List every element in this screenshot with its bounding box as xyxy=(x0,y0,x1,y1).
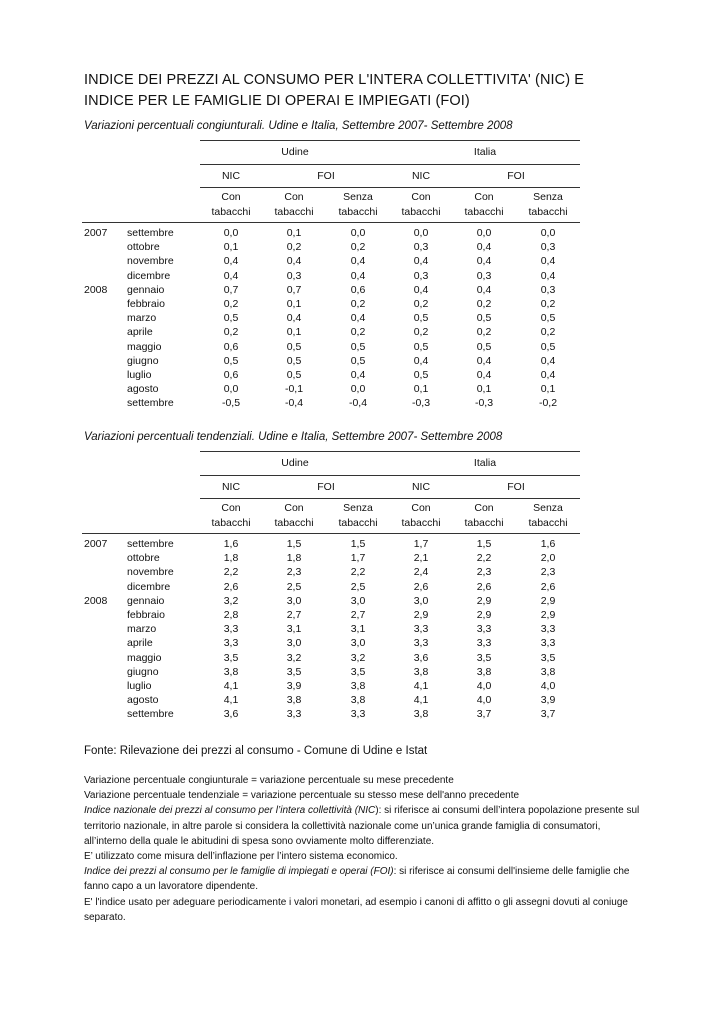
table-cell: -0,1 xyxy=(284,383,304,396)
row-month: ottobre xyxy=(127,241,160,254)
title-line-1: INDICE DEI PREZZI AL CONSUMO PER L'INTERA COLLETTIVITA' (NIC) E xyxy=(84,72,585,88)
row-month: settembre xyxy=(127,397,174,410)
table-cell: 3,1 xyxy=(286,623,302,636)
row-month: agosto xyxy=(127,383,159,396)
table-cell: -0,2 xyxy=(538,397,558,410)
header-nic-italia: NIC xyxy=(411,481,431,493)
header-nic-udine: NIC xyxy=(221,481,241,493)
note-nic-text: ): si riferisce ai consumi dell’intera popolazione presente sul territorio nazionale, in altre parole si considera la collettività nazionale come un’unica grande famiglia di consumatori, all’interno della quale le abitudini di spesa sono ovviamente molto differenziate. xyxy=(84,805,640,847)
table-cell: 2,9 xyxy=(413,609,429,621)
table-cell: 0,4 xyxy=(540,369,556,381)
table-cell: -0,3 xyxy=(411,397,431,410)
table-cell: 0,4 xyxy=(350,369,366,381)
table-cell: 3,2 xyxy=(286,651,302,664)
table-cell: 2,4 xyxy=(413,566,429,579)
table-cell: 3,0 xyxy=(350,594,366,607)
table-cell: 0,5 xyxy=(223,354,239,367)
table-cell: 3,5 xyxy=(476,651,492,664)
table-cell: 3,1 xyxy=(350,623,366,636)
table-cell: 3,0 xyxy=(350,637,366,650)
notes xyxy=(84,773,644,925)
row-month: aprile xyxy=(127,326,153,339)
row-month: dicembre xyxy=(127,580,171,593)
table-cell: 4,1 xyxy=(413,680,429,692)
table-cell: 0,1 xyxy=(476,383,492,396)
header-col-0-line1: Con xyxy=(221,502,241,514)
table-cell: 4,0 xyxy=(476,680,492,692)
header-rule-sub xyxy=(200,187,580,188)
table-cell: 0,4 xyxy=(286,312,302,325)
table-cell: 0,0 xyxy=(413,227,429,239)
table-cell: 4,1 xyxy=(413,694,429,707)
header-col-2-line1: Senza xyxy=(343,502,373,514)
row-month: gennaio xyxy=(127,283,165,296)
header-col-3-line2: tabacchi xyxy=(401,517,441,529)
header-col-5-line2: tabacchi xyxy=(528,206,568,218)
table-cell: 0,4 xyxy=(476,354,492,367)
row-month: novembre xyxy=(127,566,174,579)
table-cell: 0,1 xyxy=(286,326,302,339)
table-cell: 4,0 xyxy=(476,694,492,707)
table-cell: 0,4 xyxy=(476,283,492,296)
row-month: agosto xyxy=(127,694,159,707)
row-month: maggio xyxy=(127,340,162,353)
table-cell: 0,4 xyxy=(350,255,366,268)
row-month: giugno xyxy=(127,665,159,678)
header-col-3-line1: Con xyxy=(411,502,431,514)
header-col-5-line1: Senza xyxy=(533,502,563,514)
table-cell: 3,3 xyxy=(540,623,556,636)
table-cell: 0,4 xyxy=(413,354,429,367)
table-cell: 0,2 xyxy=(413,298,429,310)
table-cell: 1,7 xyxy=(350,552,366,565)
header-col-2-line1: Senza xyxy=(343,191,373,203)
row-year: 2007 xyxy=(84,227,108,239)
table-cell: 0,4 xyxy=(350,312,366,325)
table-cell: 0,1 xyxy=(540,383,556,396)
table-cell: 0,3 xyxy=(286,269,302,282)
header-col-2-line2: tabacchi xyxy=(338,517,378,529)
table-cell: 2,2 xyxy=(223,566,239,579)
table-cell: 0,1 xyxy=(286,227,302,239)
table-cell: 0,2 xyxy=(286,241,302,254)
table-cell: 3,8 xyxy=(413,665,429,678)
table-cell: 3,7 xyxy=(476,708,492,721)
table-cell: 2,1 xyxy=(413,552,429,565)
row-month: maggio xyxy=(127,651,162,664)
table-cell: 0,5 xyxy=(350,354,366,367)
header-nic-italia: NIC xyxy=(411,170,431,182)
table-cell: 0,5 xyxy=(413,369,429,381)
header-foi-udine: FOI xyxy=(317,170,335,182)
table-cell: 0,2 xyxy=(540,298,556,310)
table-cell: 0,5 xyxy=(540,312,556,325)
table-cell: 0,2 xyxy=(223,298,239,310)
table-cell: 3,8 xyxy=(350,694,366,707)
table-cell: 0,4 xyxy=(476,241,492,254)
table-cell: 0,5 xyxy=(476,340,492,353)
table-cell: 2,5 xyxy=(350,580,366,593)
table-cell: 0,5 xyxy=(540,340,556,353)
table-cell: 0,4 xyxy=(476,255,492,268)
table-cell: 4,1 xyxy=(223,694,239,707)
table-cell: 3,5 xyxy=(540,651,556,664)
table-cell: 1,8 xyxy=(286,552,302,565)
note-nic-title: Indice nazionale dei prezzi al consumo per l’intera collettività (NIC xyxy=(84,805,376,817)
header-col-3-line2: tabacchi xyxy=(401,206,441,218)
header-udine: Udine xyxy=(281,146,309,158)
header-col-0-line2: tabacchi xyxy=(211,206,251,218)
table-cell: 3,0 xyxy=(286,594,302,607)
table-cell: 0,5 xyxy=(350,340,366,353)
header-foi-italia: FOI xyxy=(507,170,525,182)
note-foi-text: : si riferisce ai consumi dell'insieme delle famiglie che fanno capo a un lavoratore dipendente. xyxy=(84,866,630,893)
table-cell: 3,8 xyxy=(476,665,492,678)
header-rule-top xyxy=(200,451,580,452)
header-col-1-line1: Con xyxy=(284,191,304,203)
row-month: luglio xyxy=(127,680,152,692)
table-cell: 3,8 xyxy=(223,665,239,678)
table-cell: 0,2 xyxy=(476,298,492,310)
table-cell: 0,0 xyxy=(223,383,239,396)
row-month: gennaio xyxy=(127,594,165,607)
note-nic-use: E’ utilizzato come misura dell’inflazione per l’intero sistema economico. xyxy=(84,851,398,863)
table-cell: 3,3 xyxy=(476,623,492,636)
table-cell: 3,5 xyxy=(223,651,239,664)
table-cell: 0,1 xyxy=(286,298,302,310)
row-year: 2008 xyxy=(84,283,108,296)
table-cell: 0,6 xyxy=(223,369,239,381)
table-cell: 1,7 xyxy=(413,538,429,550)
table-1-subtitle: Variazioni percentuali congiunturali. Udine e Italia, Settembre 2007- Settembre 2008 xyxy=(84,120,513,132)
table-cell: 0,6 xyxy=(223,340,239,353)
table-cell: 3,8 xyxy=(286,694,302,707)
table-cell: 3,3 xyxy=(413,637,429,650)
table-cell: 0,2 xyxy=(350,241,366,254)
table-cell: 0,5 xyxy=(413,340,429,353)
table-cell: 0,4 xyxy=(540,354,556,367)
table-cell: 0,5 xyxy=(286,369,302,381)
note-nic xyxy=(84,803,644,849)
table-cell: 3,8 xyxy=(350,680,366,692)
header-rule-bottom xyxy=(82,533,580,534)
header-col-1-line2: tabacchi xyxy=(274,517,314,529)
table-cell: 3,3 xyxy=(350,708,366,721)
table-cell: 2,3 xyxy=(286,566,302,579)
header-nic-udine: NIC xyxy=(221,170,241,182)
header-col-0-line2: tabacchi xyxy=(211,517,251,529)
header-col-2-line2: tabacchi xyxy=(338,206,378,218)
table-cell: 1,5 xyxy=(350,538,366,550)
table-cell: 0,0 xyxy=(350,227,366,239)
note-foi-title: Indice dei prezzi al consumo per le famiglie di impiegati e operai (FOI) xyxy=(84,866,394,878)
header-col-4-line2: tabacchi xyxy=(464,206,504,218)
table-cell: 3,2 xyxy=(350,651,366,664)
table-cell: 0,3 xyxy=(540,283,556,296)
header-col-4-line2: tabacchi xyxy=(464,517,504,529)
table-cell: 0,1 xyxy=(413,383,429,396)
row-month: luglio xyxy=(127,369,152,381)
table-cell: 2,9 xyxy=(540,594,556,607)
row-month: giugno xyxy=(127,354,159,367)
table-cell: 3,3 xyxy=(413,623,429,636)
header-foi-udine: FOI xyxy=(317,481,335,493)
row-month: dicembre xyxy=(127,269,171,282)
table-cell: 3,3 xyxy=(540,637,556,650)
table-cell: 0,0 xyxy=(540,227,556,239)
table-cell: 3,7 xyxy=(540,708,556,721)
header-col-1-line1: Con xyxy=(284,502,304,514)
header-rule-top xyxy=(200,140,580,141)
header-italia: Italia xyxy=(473,146,497,158)
row-month: febbraio xyxy=(127,609,165,621)
header-col-1-line2: tabacchi xyxy=(274,206,314,218)
table-cell: 2,7 xyxy=(286,609,302,621)
table-cell: 4,1 xyxy=(223,680,239,692)
table-2-subtitle: Variazioni percentuali tendenziali. Udine e Italia, Settembre 2007- Settembre 2008 xyxy=(84,431,503,443)
row-month: marzo xyxy=(127,623,157,636)
table-cell: 0,3 xyxy=(413,241,429,254)
header-italia: Italia xyxy=(473,457,497,469)
table-cell: 3,5 xyxy=(350,665,366,678)
table-cell: 2,2 xyxy=(350,566,366,579)
table-cell: 2,6 xyxy=(413,580,429,593)
table-cell: 0,2 xyxy=(350,298,366,310)
table-cell: -0,4 xyxy=(284,397,304,410)
header-rule-sub xyxy=(200,498,580,499)
header-col-0-line1: Con xyxy=(221,191,241,203)
table-cell: 3,8 xyxy=(413,708,429,721)
table-cell: 3,0 xyxy=(286,637,302,650)
table-cell: 2,7 xyxy=(350,609,366,621)
table-cell: 1,5 xyxy=(476,538,492,550)
table-cell: -0,5 xyxy=(221,397,241,410)
header-col-4-line1: Con xyxy=(474,502,494,514)
header-foi-italia: FOI xyxy=(507,481,525,493)
table-cell: 2,3 xyxy=(540,566,556,579)
table-cell: 0,4 xyxy=(476,369,492,381)
table-cell: 3,8 xyxy=(540,665,556,678)
row-month: ottobre xyxy=(127,552,160,565)
row-year: 2007 xyxy=(84,538,108,550)
table-cell: 2,8 xyxy=(223,609,239,621)
table-cell: 0,2 xyxy=(223,326,239,339)
table-cell: 2,5 xyxy=(286,580,302,593)
table-cell: 0,3 xyxy=(476,269,492,282)
header-col-5-line1: Senza xyxy=(533,191,563,203)
title-line-2: INDICE PER LE FAMIGLIE DI OPERAI E IMPIEGATI (FOI) xyxy=(84,93,470,109)
table-cell: 3,3 xyxy=(286,708,302,721)
document-title xyxy=(84,70,684,112)
table-cell: 0,4 xyxy=(413,283,429,296)
table-cell: 0,2 xyxy=(350,326,366,339)
table-cell: 0,5 xyxy=(476,312,492,325)
note-congiunturale: Variazione percentuale congiunturale = variazione percentuale su mese precedente xyxy=(84,775,454,786)
table-cell: 2,6 xyxy=(223,580,239,593)
table-cell: 0,2 xyxy=(413,326,429,339)
table-cell: 0,4 xyxy=(540,269,556,282)
table-cell: 0,5 xyxy=(286,340,302,353)
table-cell: 0,1 xyxy=(223,241,239,254)
header-col-4-line1: Con xyxy=(474,191,494,203)
table-cell: 3,3 xyxy=(223,623,239,636)
table-cell: 0,4 xyxy=(413,255,429,268)
table-cell: 0,2 xyxy=(476,326,492,339)
table-cell: 2,9 xyxy=(540,609,556,621)
table-cell: 0,4 xyxy=(223,269,239,282)
table-cell: 1,6 xyxy=(223,538,239,550)
table-cell: 0,2 xyxy=(540,326,556,339)
table-cell: 0,4 xyxy=(540,255,556,268)
table-cell: 3,2 xyxy=(223,594,239,607)
table-cell: 0,6 xyxy=(350,283,366,296)
table-cell: 0,0 xyxy=(350,383,366,396)
table-cell: 0,5 xyxy=(413,312,429,325)
table-cell: 0,7 xyxy=(286,283,302,296)
table-cell: 0,3 xyxy=(540,241,556,254)
note-foi-use: E' l'indice usato per adeguare periodicamente i valori monetari, ad esempio i canoni di affitto o gli assegni dovuti al coniuge separato. xyxy=(84,896,628,923)
note-tendenziale: Variazione percentuale tendenziale = variazione percentuale su stesso mese dell'anno precedente xyxy=(84,790,520,802)
table-cell: 0,0 xyxy=(223,227,239,239)
table-cell: 0,3 xyxy=(413,269,429,282)
table-cell: 3,3 xyxy=(223,637,239,650)
header-col-3-line1: Con xyxy=(411,191,431,203)
table-cell: -0,4 xyxy=(348,397,368,410)
table-cell: 4,0 xyxy=(540,680,556,692)
table-cell: 0,4 xyxy=(223,255,239,268)
table-cell: 3,6 xyxy=(413,651,429,664)
table-cell: 2,2 xyxy=(476,552,492,565)
table-cell: 3,9 xyxy=(540,694,556,707)
table-cell: 1,8 xyxy=(223,552,239,565)
table-cell: 1,5 xyxy=(286,538,302,550)
table-cell: 0,5 xyxy=(223,312,239,325)
header-udine: Udine xyxy=(281,457,309,469)
table-cell: 2,6 xyxy=(476,580,492,593)
table-cell: 2,3 xyxy=(476,566,492,579)
note-foi xyxy=(84,864,644,894)
table-cell: 3,9 xyxy=(286,680,302,692)
header-rule-bottom xyxy=(82,222,580,223)
table-cell: 0,7 xyxy=(223,283,239,296)
table-cell: 1,6 xyxy=(540,538,556,550)
table-cell: 3,5 xyxy=(286,665,302,678)
table-cell: 2,9 xyxy=(476,609,492,621)
table-cell: 3,6 xyxy=(223,708,239,721)
table-cell: 0,4 xyxy=(286,255,302,268)
row-month: settembre xyxy=(127,538,174,550)
row-month: marzo xyxy=(127,312,157,325)
row-month: novembre xyxy=(127,255,174,268)
row-month: febbraio xyxy=(127,298,165,310)
header-rule-group xyxy=(200,475,580,476)
row-month: aprile xyxy=(127,637,153,650)
row-month: settembre xyxy=(127,708,174,721)
table-cell: 0,0 xyxy=(476,227,492,239)
table-cell: 0,4 xyxy=(350,269,366,282)
table-cell: 2,0 xyxy=(540,552,556,565)
row-year: 2008 xyxy=(84,594,108,607)
table-cell: 3,0 xyxy=(413,594,429,607)
table-cell: 0,5 xyxy=(286,354,302,367)
source-note: Fonte: Rilevazione dei prezzi al consumo - Comune di Udine e Istat xyxy=(84,745,428,757)
header-col-5-line2: tabacchi xyxy=(528,517,568,529)
header-rule-group xyxy=(200,164,580,165)
row-month: settembre xyxy=(127,227,174,239)
table-cell: 3,3 xyxy=(476,637,492,650)
table-cell: -0,3 xyxy=(474,397,494,410)
table-cell: 2,6 xyxy=(540,580,556,593)
table-cell: 2,9 xyxy=(476,594,492,607)
